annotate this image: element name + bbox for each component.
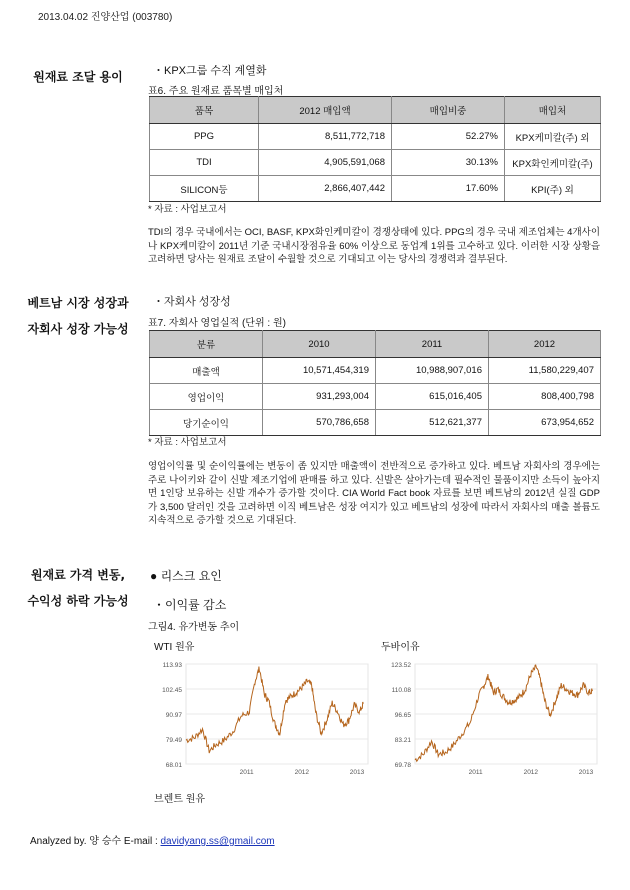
table-cell: 10,988,907,016 [376,358,489,384]
x-tick-label: 2012 [523,769,539,776]
table-cell: 931,293,004 [263,384,376,410]
y-tick-label: 83.21 [394,737,411,744]
table-cell: 52.27% [392,124,505,150]
table7-source-note: * 자료 : 사업보고서 [148,437,227,448]
x-tick-label: 2012 [294,769,310,776]
section-heading-line: 자회사 성장 가능성 [27,322,129,336]
section-heading-risk [18,562,138,614]
footer [30,832,275,847]
table-cell: 512,621,377 [376,410,489,436]
margin-bullet: ・이익률 감소 [153,598,227,612]
table-cell: 615,016,405 [376,384,489,410]
x-tick-label: 2013 [349,769,365,776]
table-cell: KPX화인케미칼(주) [505,150,601,176]
table-row [150,176,601,202]
x-tick-label: 2013 [578,769,594,776]
table-header-row [150,97,601,124]
table-cell: 당기순이익 [150,410,263,436]
risk-title: ● 리스크 요인 [150,569,222,583]
y-tick-label: 123.52 [391,662,411,669]
y-tick-label: 69.78 [394,762,411,769]
y-tick-label: 102.45 [162,687,182,694]
table-header-cell: 2010 [263,331,376,358]
table-cell: KPI(주) 외 [505,176,601,202]
subsidiary-bullet: ・자회사 성장성 [153,296,231,308]
figure4-caption: 그림4. 유가변동 추이 [148,622,240,633]
wti-chart-title: WTI 원유 [154,642,195,653]
table-cell: PPG [150,124,259,150]
dubai-chart-title: 두바이유 [381,642,420,653]
table-row [150,358,601,384]
table7 [149,330,601,436]
table-cell: 11,580,229,407 [489,358,601,384]
table-header-row [150,331,601,358]
table-header-cell: 매입처 [505,97,601,124]
kpx-paragraph: TDI의 경우 국내에서는 OCI, BASF, KPX화인케미칼이 경쟁상태에 있다. PPG의 경우 국내 제조업체는 4개사이나 KPX케미칼이 2011년 기준 국내시장점유율 60% 이상으로 동업계 1위를 고수하고 있다. 이러한 시장 상황을 고려하면 당사는 원재료 조달이 수월할 것으로 기대되고 이는 당사의 경쟁력과 결부된다. [148,227,600,265]
wti-chart [150,656,372,782]
table-header-cell: 2012 매입액 [259,97,392,124]
table-cell: 4,905,591,068 [259,150,392,176]
dubai-chart [379,656,601,782]
table6 [149,96,601,202]
table-header-cell: 품목 [150,97,259,124]
subsidiary-paragraph: 영업이익률 및 순이익률에는 변동이 좀 있지만 매출액이 전반적으로 증가하고 있다. 베트남 자회사의 경우에는 주로 나이키와 같이 신발 제조기업에 판매를 하고 있다. 신발은 살아가는데 필수적인 물품이지만 소득이 높아지면 1인당 보유하는 신발 개수가 증가할 것이다. CIA World Fact book 자료를 보면 베트남의 2012년 실질 GDP가 3,500 달러인 것을 고려하면 이직 베트남은 성장 여지가 있고 베트남의 성장에 따라서 자회사의 매출 볼륨도 지속적으로 증가할 것으로 기대된다. [148,461,600,526]
table7-caption: 표7. 자회사 영업실적 (단위 : 원) [148,318,286,329]
email-link[interactable]: davidyang.ss@gmail.com [160,836,275,847]
y-tick-label: 110.08 [391,687,411,694]
report-header: 2013.04.02 진양산업 (003780) [38,12,173,23]
y-tick-label: 68.01 [165,762,182,769]
brent-chart-title: 브렌트 원유 [154,794,206,805]
table-row [150,384,601,410]
table-cell: TDI [150,150,259,176]
table-cell: 영업이익 [150,384,263,410]
table-cell: 30.13% [392,150,505,176]
table-cell: 2,866,407,442 [259,176,392,202]
kpx-bullet: ・KPX그룹 수직 계열화 [153,65,267,77]
section-heading-line: 원재료 가격 변동, [30,568,126,582]
x-tick-label: 2011 [468,769,483,776]
footer-label: Analyzed by. 양 승수 E-mail : [30,836,161,847]
table-cell: 673,954,652 [489,410,601,436]
section-heading-line: 수익성 하락 가능성 [27,594,129,608]
table-cell: 매출액 [150,358,263,384]
table-row [150,124,601,150]
table-header-cell: 2011 [376,331,489,358]
table-header-cell: 매입비중 [392,97,505,124]
table6-source-note: * 자료 : 사업보고서 [148,204,227,215]
section-heading-vietnam [18,290,138,342]
table-header-cell: 분류 [150,331,263,358]
table-cell: 8,511,772,718 [259,124,392,150]
y-tick-label: 96.65 [394,712,411,719]
table-cell: 808,400,798 [489,384,601,410]
table-row [150,410,601,436]
y-tick-label: 113.93 [162,662,182,669]
y-tick-label: 79.49 [165,737,182,744]
section-heading-material: 원재료 조달 용이 [33,70,123,84]
table6-caption: 표6. 주요 원재료 품목별 매입처 [148,86,284,97]
x-tick-label: 2011 [239,769,254,776]
table-cell: 17.60% [392,176,505,202]
table-cell: 10,571,454,319 [263,358,376,384]
table-row [150,150,601,176]
table-cell: KPX케미칼(주) 외 [505,124,601,150]
section-heading-line: 베트남 시장 성장과 [27,296,129,310]
table-header-cell: 2012 [489,331,601,358]
table-cell: SILICON등 [150,176,259,202]
table-cell: 570,786,658 [263,410,376,436]
y-tick-label: 90.97 [165,712,182,719]
